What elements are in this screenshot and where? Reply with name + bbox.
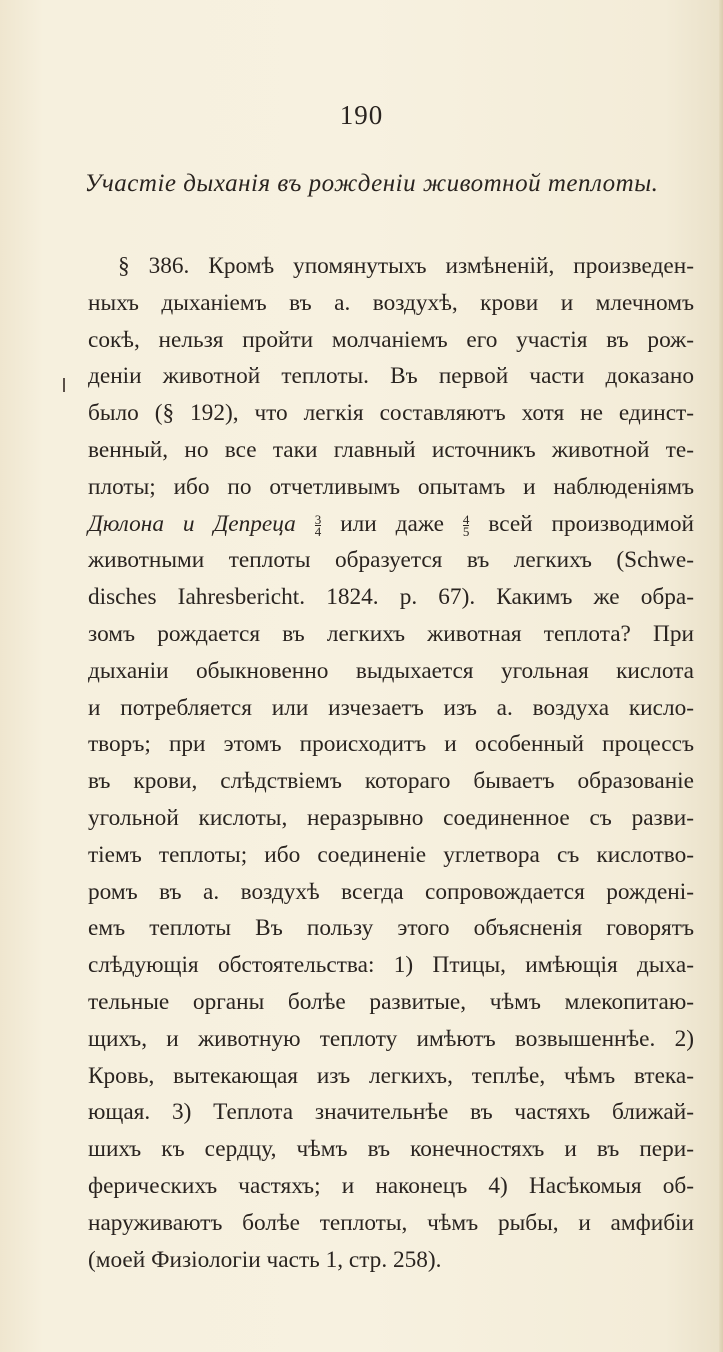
page-edge [719, 0, 723, 1352]
text-line: венный, но все таки главный источникъ животной те- [88, 436, 694, 463]
page-number: 190 [339, 100, 384, 130]
text-line: слѣдующія обстоятельства: 1) Птицы, имѣющія дыха- [88, 952, 694, 979]
text-line: емъ теплоты Въ пользу этого объясненія говорятъ [88, 915, 694, 942]
text-line: ферическихъ частяхъ; и наконецъ 4) Насѣкомыя об- [88, 1172, 694, 1199]
text-line: ющая. 3) Теплота значительнѣе въ частяхъ ближай- [88, 1099, 694, 1126]
section-heading: Участіе дыханія въ рожденіи животной теплоты. [84, 170, 659, 197]
text-line: было (§ 192), что легкія составляютъ хотя не единст- [88, 400, 694, 427]
text-line: ромъ въ а. воздухѣ всегда сопровождается рожденi- [88, 878, 694, 905]
text-line: (моей Физіологіи часть 1, стр. 258). [88, 1246, 442, 1273]
text-line: деніи животной теплоты. Въ первой части доказано [88, 363, 694, 390]
text-line: disches Iahresbericht. 1824. p. 67). Какимъ же обра- [88, 584, 694, 611]
text-line: шихъ къ сердцу, чѣмъ въ конечностяхъ и въ пери- [88, 1136, 694, 1163]
body-paragraph [88, 248, 694, 1278]
text-line: § 386. Кромѣ упомянутыхъ измѣненій, произведен- [118, 253, 694, 279]
text-line: дыханіи обыкновенно выдыхается угольная кислота [88, 657, 694, 684]
text-line: и потребляется или изчезаетъ изъ а. воздуха кисло- [88, 694, 694, 721]
text-line: ныхъ дыханіемъ въ а. воздухѣ, крови и млечномъ [88, 289, 694, 316]
authors-names: Дюлона и Депреца [88, 510, 296, 537]
fraction [314, 511, 322, 539]
margin-mark [63, 378, 65, 392]
fraction-numerator: 3 [314, 511, 322, 527]
text-line: щихъ, и животную теплоту имѣютъ возвышеннѣе. 2) [88, 1025, 694, 1052]
text-line: животными теплоты образуется въ легкихъ (Schwe- [88, 547, 694, 574]
text-line: тіемъ теплоты; ибо соединеніе углетвора съ кислотво- [88, 841, 694, 868]
text-line: зомъ рождается въ легкихъ животная теплота? При [88, 620, 694, 647]
text-line: плоты; ибо по отчетливымъ опытамъ и наблюденіямъ [88, 473, 694, 500]
fraction-numerator: 4 [462, 511, 470, 527]
text-line-with-fractions [88, 506, 694, 543]
text-fragment: или даже [340, 510, 444, 537]
text-line: сокѣ, нельзя пройти молчаніемъ его участія въ рож- [88, 326, 694, 353]
text-line: тельные органы болѣе развитые, чѣмъ млекопитаю- [88, 988, 694, 1015]
text-line: угольной кислоты, неразрывно соединенное съ разви- [88, 804, 694, 831]
text-line: въ крови, слѣдствіемъ котораго бываетъ образованіе [88, 768, 694, 795]
fraction [462, 511, 470, 539]
fraction-denominator: 5 [462, 523, 470, 539]
text-line: наруживаютъ болѣе теплоты, чѣмъ рыбы, и амфибіи [88, 1209, 694, 1236]
text-fragment: всей производимой [488, 510, 694, 537]
text-line: творъ; при этомъ происходитъ и особенный процессъ [88, 731, 694, 758]
fraction-denominator: 4 [314, 523, 322, 539]
text-line: Кровь, вытекающая изъ легкихъ, теплѣе, чѣмъ втека- [88, 1062, 694, 1089]
